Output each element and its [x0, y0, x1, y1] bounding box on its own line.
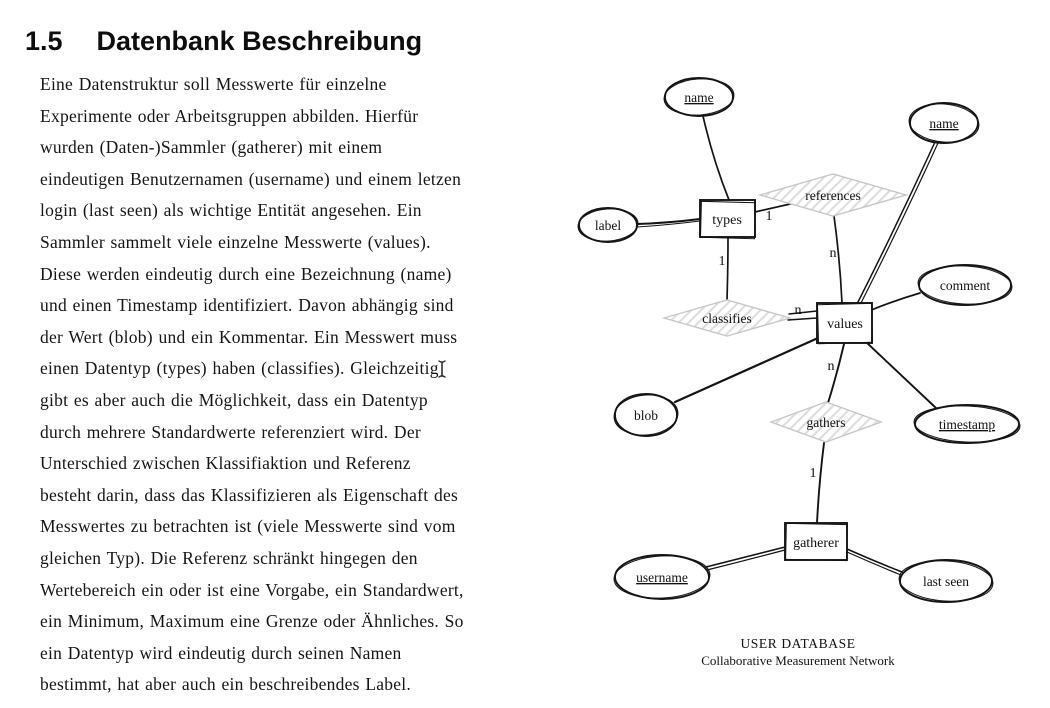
- paragraph-line: Messwertes zu betrachten ist (viele Messwerte sind vom: [40, 516, 456, 537]
- attribute-label-label: label: [594, 218, 622, 233]
- relationship-gathers-label: gathers: [806, 415, 846, 430]
- entity-types-label: types: [712, 213, 742, 228]
- edge-lastseen-gatherer: [847, 549, 902, 572]
- paragraph-line: gleichen Typ). Die Referenz schränkt hingegen den: [40, 547, 418, 568]
- text-cursor-icon: [435, 359, 449, 379]
- cardinality-types-classifies: 1: [718, 254, 726, 269]
- edge-name-types: [703, 116, 729, 200]
- relationship-classifies-label: classifies: [702, 311, 752, 326]
- section-title: Datenbank Beschreibung: [96, 26, 423, 56]
- section-number: 1.5: [25, 26, 63, 56]
- paragraph-line: bestimmt, hat aber auch ein beschreibendes Label.: [40, 674, 412, 695]
- cardinality-gathers-gatherer: 1: [809, 466, 817, 481]
- paragraph-line: einen Datentyp (types) haben (classifies). Gleichzeitig: [40, 358, 439, 379]
- paragraph-line: eindeutigen Benutzernamen (username) und einem letzen: [40, 168, 462, 189]
- entity-values-label: values: [827, 317, 863, 332]
- edge-classifies-values: [789, 311, 817, 314]
- attribute-name-values-label: name: [929, 116, 959, 131]
- edge-classifies-values-sketch: [788, 318, 817, 320]
- paragraph-line: Diese werden eindeutig durch eine Bezeichnung (name): [40, 263, 452, 284]
- paragraph-line: und einen Timestamp identifiziert. Davon abhängig sind: [40, 295, 454, 316]
- paragraph-line: Experimente oder Arbeitsgruppen abbilden. Hierfür: [40, 105, 419, 126]
- attribute-last-seen-label: last seen: [922, 574, 970, 589]
- paragraph-line: besteht darin, dass das Klassifizieren als Eigenschaft des: [40, 484, 459, 505]
- paragraph-line: der Wert (blob) und ein Kommentar. Ein Messwert muss: [40, 326, 458, 347]
- paragraph-line: login (last seen) als wichtige Entität angesehen. Ein: [40, 200, 422, 221]
- attribute-username-label: username: [636, 570, 688, 585]
- edge-types-classifies: [727, 238, 728, 300]
- caption-subtitle: Collaborative Measurement Network: [701, 653, 895, 668]
- edge-blob-values: [675, 338, 818, 402]
- edge-lastseen-gatherer-sketch: [847, 552, 901, 575]
- edge-comment-values: [869, 293, 920, 311]
- edge-label-types: [637, 219, 700, 224]
- attribute-name-types-label: name: [684, 90, 714, 105]
- caption-title: USER DATABASE: [740, 636, 856, 651]
- er-cardinalities: [719, 209, 837, 481]
- entity-gatherer-label: gatherer: [793, 536, 839, 551]
- paragraph-line: Wertebereich ein oder ist eine Vorgabe, ein Standardwert,: [40, 579, 464, 600]
- attribute-comment-label: comment: [939, 278, 991, 293]
- diagram-caption: [701, 636, 895, 668]
- edge-username-gatherer: [706, 547, 785, 567]
- cardinality-classifies-values: n: [794, 303, 802, 318]
- paragraph-line: Eine Datenstruktur soll Messwerte für einzelne: [40, 74, 387, 94]
- paragraph-line: ein Minimum, Maximum eine Grenze oder Ähnliches. So: [40, 611, 464, 632]
- paragraph-line: gibt es aber auch die Möglichkeit, dass ein Datentyp: [40, 389, 428, 410]
- edge-timestamp-values: [866, 342, 936, 408]
- paragraph-line: ein Datentyp wird eindeutig durch seinen Namen: [40, 642, 402, 663]
- edge-username-gatherer-sketch: [707, 550, 785, 570]
- relationship-references-label: references: [805, 188, 861, 203]
- paragraph-line: Sammler sammelt viele einzelne Messwerte (values).: [40, 231, 431, 252]
- paragraph-line: wurden (Daten-)Sammler (gatherer) mit einem: [40, 137, 383, 158]
- er-connectors: [637, 116, 938, 575]
- edge-gathers-gatherer: [817, 443, 824, 523]
- paragraph-line: durch mehrere Standardwerte referenziert wird. Der: [40, 421, 421, 442]
- cardinality-references-values: n: [829, 246, 837, 261]
- cardinality-values-gathers: n: [827, 359, 835, 374]
- paragraph-line: Unterschied zwischen Klassifiaktion und Referenz: [40, 453, 411, 474]
- cardinality-types-references: 1: [765, 209, 773, 224]
- attribute-timestamp-label: timestamp: [938, 417, 996, 432]
- attribute-blob-label: blob: [633, 408, 659, 423]
